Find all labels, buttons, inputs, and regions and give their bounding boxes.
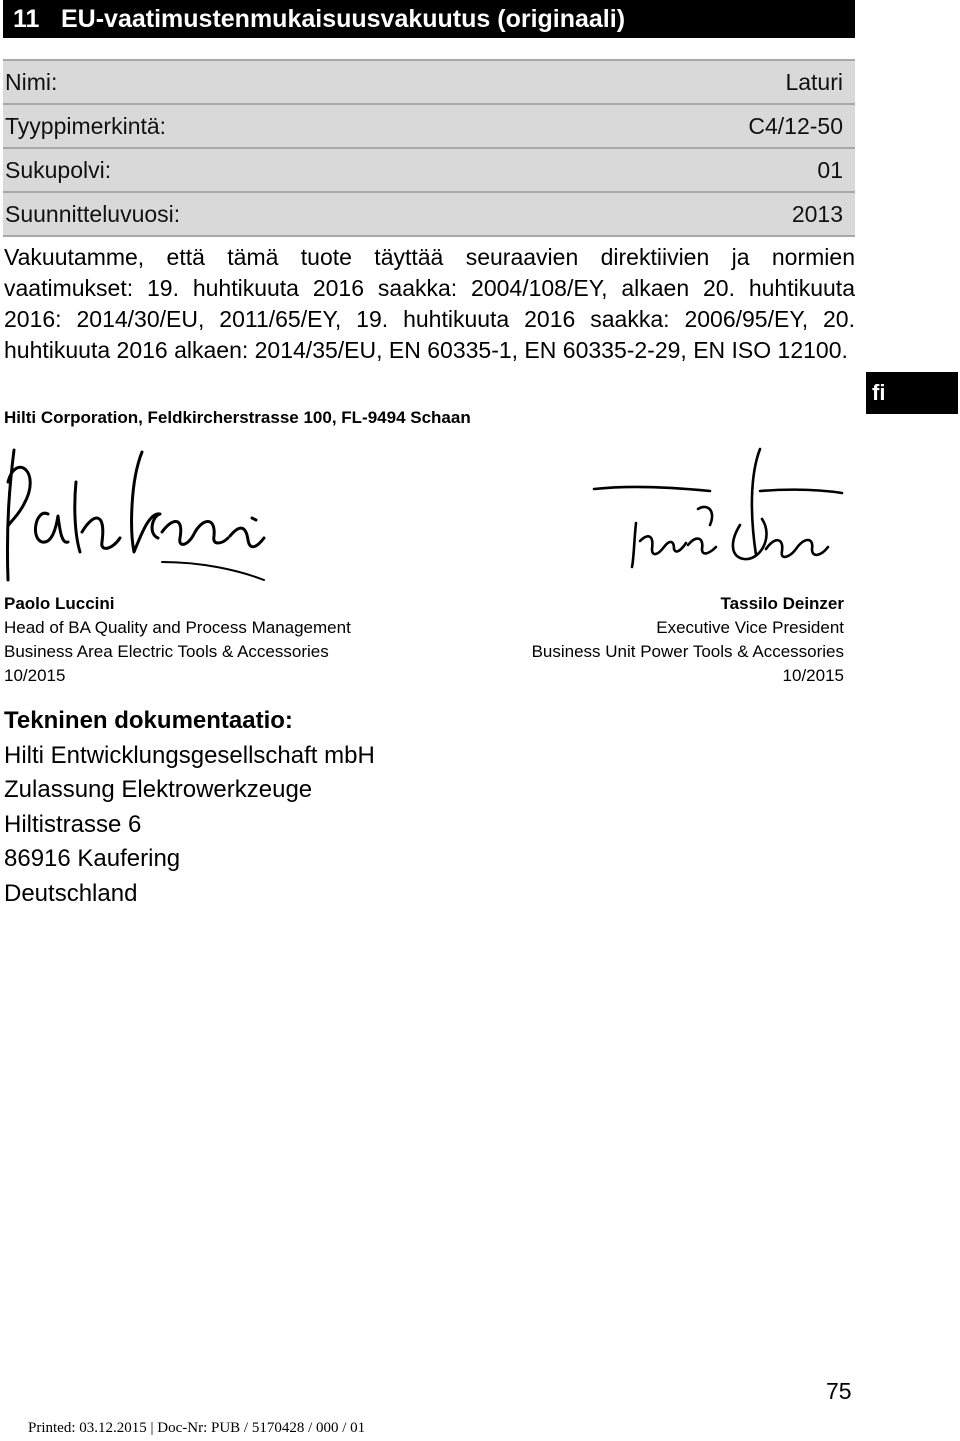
signer-date: 10/2015 (4, 666, 66, 685)
signature-right (590, 445, 846, 573)
signer-title: Head of BA Quality and Process Management (4, 618, 351, 637)
signer-title: Executive Vice President (656, 618, 844, 637)
techdoc-line: Hiltistrasse 6 (4, 810, 142, 838)
spec-row (3, 148, 855, 192)
spec-value: C4/12-50 (535, 104, 855, 148)
section-number: 11 (13, 4, 40, 33)
spec-row (3, 104, 855, 148)
techdoc-line: Deutschland (4, 879, 138, 907)
language-tab: fi (866, 372, 958, 414)
spec-label: Suunnitteluvuosi: (3, 192, 535, 236)
techdoc-line: Hilti Entwicklungsgesellschaft mbH (4, 741, 375, 769)
signer-unit: Business Unit Power Tools & Accessories (531, 642, 844, 661)
spec-row (3, 192, 855, 236)
spec-row (3, 60, 855, 104)
techdoc-line: Zulassung Elektrowerkzeuge (4, 776, 313, 803)
section-title: EU-vaatimustenmukaisuusvakuutus (originaali) (61, 4, 626, 33)
product-spec-table (3, 59, 855, 237)
print-footer: Printed: 03.12.2015 | Doc-Nr: PUB / 5170428 / 000 / 01 (28, 1420, 366, 1436)
signer-date: 10/2015 (782, 666, 844, 685)
signer-right (532, 592, 844, 688)
signer-name: Tassilo Deinzer (720, 594, 844, 613)
signature-left (2, 442, 268, 584)
page-number: 75 (826, 1378, 852, 1404)
declaration-text: Vakuutamme, että tämä tuote täyttää seuraavien direktiivien ja normien vaatimukset: 19. huhtikuuta 2016 saakka: 2004/108/EY, alkaen 20. huhtikuuta 2016: 2014/30/EU, 2011/65/EY, 19. huhtikuuta 2016 saakka: 2006/95/EY, 20. huhtikuuta 2016 alkaen: 2014/35/EU, EN 60335-1, EN 60335-2-29, EN ISO 12100. (4, 244, 855, 363)
company-address: Hilti Corporation, Feldkircherstrasse 100, FL-9494 Schaan (4, 408, 471, 427)
spec-value: Laturi (535, 60, 855, 104)
spec-value: 2013 (535, 192, 855, 236)
signer-unit: Business Area Electric Tools & Accessories (4, 642, 329, 661)
signer-left (4, 592, 351, 688)
technical-documentation (4, 704, 375, 911)
techdoc-line: 86916 Kaufering (4, 845, 181, 872)
spec-label: Sukupolvi: (3, 148, 535, 192)
spec-label: Tyyppimerkintä: (3, 104, 535, 148)
techdoc-title: Tekninen dokumentaatio: (4, 707, 293, 734)
signer-name: Paolo Luccini (4, 594, 115, 613)
section-header (3, 0, 855, 38)
spec-label: Nimi: (3, 60, 535, 104)
spec-value: 01 (535, 148, 855, 192)
